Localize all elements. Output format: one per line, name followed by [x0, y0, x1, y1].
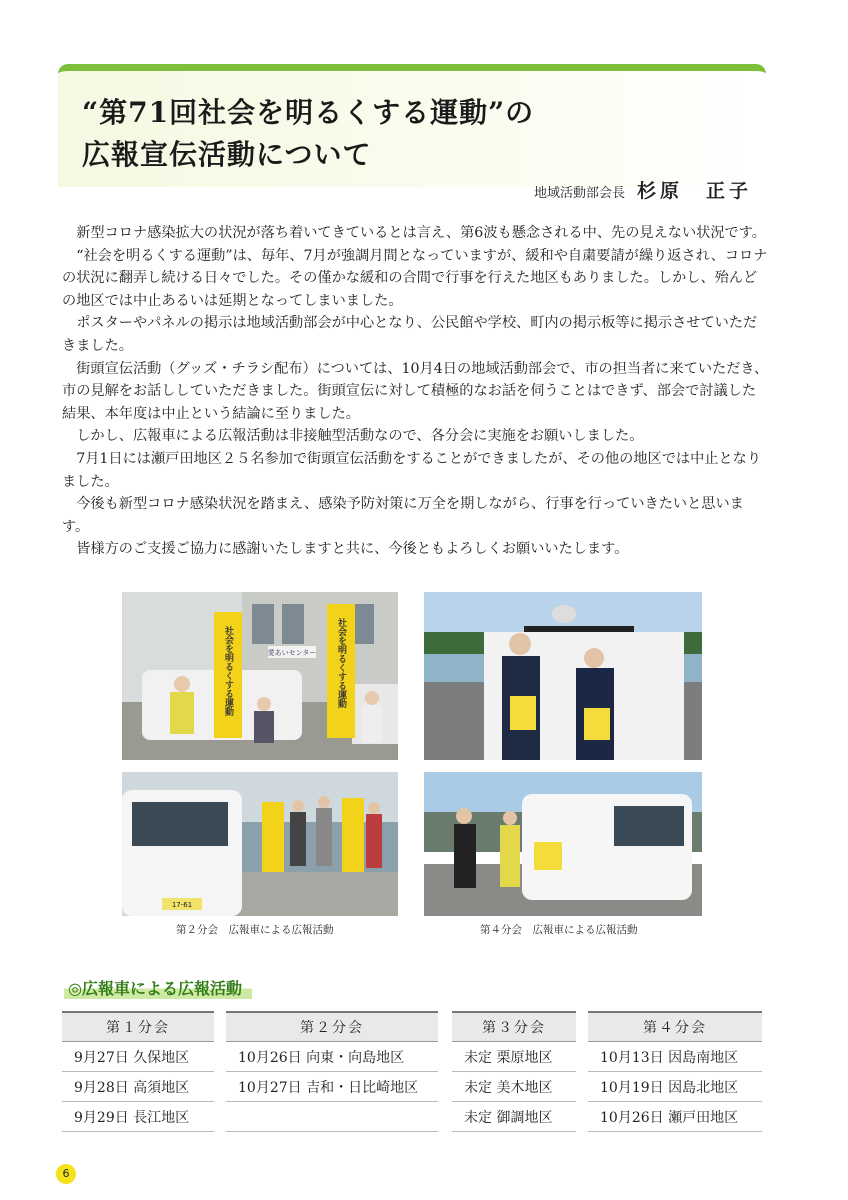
banner-text-2: 社会を明るくする運動: [336, 618, 346, 708]
author-name: 杉原 正子: [636, 180, 752, 202]
group-header: 第２分会: [226, 1012, 438, 1042]
photo-publicity-van: [122, 772, 398, 916]
paragraph: 街頭宣伝活動（グッズ・チラシ配布）については、10月4日の地域活動部会で、市の担当者に来ていただき、市の見解をお話ししていただきました。街頭宣伝に対して積極的なお話を伺うことはできず、部会で討議した結果、本年度は中止という結論に至りました。: [62, 360, 769, 422]
paragraph: 7月1日には瀬戸田地区２５名参加で街頭宣伝活動をすることができましたが、その他の地区では中止となりました。: [62, 450, 762, 490]
paragraph: ポスターやパネルの掲示は地域活動部会が中心となり、公民館や学校、町内の掲示板等に掲示させていただきました。: [62, 315, 758, 354]
schedule-cell: 未定 美木地区: [452, 1072, 576, 1102]
photo-caption-right: 第４分会 広報車による広報活動: [480, 924, 638, 936]
schedule-cell: 10月26日 向東・向島地区: [226, 1042, 438, 1072]
schedule-table-1: [62, 1011, 214, 1132]
page-number-badge: 6: [56, 1164, 76, 1184]
schedule-cell: 9月28日 高須地区: [62, 1072, 214, 1102]
schedule-cell: 未定 御調地区: [452, 1102, 576, 1132]
schedule-cell: 未定 栗原地区: [452, 1042, 576, 1072]
schedule-cell: [226, 1102, 438, 1132]
banner-text-1: 社会を明るくする運動: [223, 626, 233, 716]
schedule-table-4: [588, 1011, 762, 1132]
group-header: 第３分会: [452, 1012, 576, 1042]
author-byline: [534, 176, 752, 203]
photo-caption-left: 第２分会 広報車による広報活動: [176, 924, 334, 936]
photo-banner-group: [122, 592, 398, 760]
paragraph: しかし、広報車による広報活動は非接触型活動なので、各分会に実施をお願いしました。: [76, 428, 644, 445]
title-line-2: 広報宣伝活動について: [82, 138, 372, 171]
schedule-cell: 10月26日 瀬戸田地区: [588, 1102, 762, 1132]
photo-white-van-group: [424, 772, 702, 916]
paragraph: 新型コロナ感染拡大の状況が落ち着いてきているとは言え、第6波も懸念される中、先の見えない状況です。: [76, 225, 766, 241]
paragraph: 今後も新型コロナ感染状況を踏まえ、感染予防対策に万全を期しながら、行事を行っていきたいと思います。: [62, 496, 744, 535]
schedule-cell: 10月13日 因島南地区: [588, 1042, 762, 1072]
author-role: 地域活動部会長: [533, 186, 625, 201]
photo-two-people-leaflets: [424, 592, 702, 760]
schedule-cell: 10月27日 吉和・日比崎地区: [226, 1072, 438, 1102]
title-line-1: “第71回社会を明るくする運動”の: [82, 96, 535, 129]
article-body: [62, 222, 770, 561]
group-header: 第１分会: [62, 1012, 214, 1042]
group-header: 第４分会: [588, 1012, 762, 1042]
schedule-cell: 9月29日 長江地区: [62, 1102, 214, 1132]
article-title: [82, 92, 534, 176]
schedule-cell: 10月19日 因島北地区: [588, 1072, 762, 1102]
section-title: ◎広報車による広報活動: [64, 976, 252, 999]
paragraph: “社会を明るくする運動”は、毎年、7月が強調月間となっていますが、緩和や自粛要請が繰り返され、コロナの状況に翻弄し続ける日々でした。その僅かな緩和の合間で行事を行えた地区もありました。しかし、殆んどの地区では中止あるいは延期となってしまいました。: [62, 247, 768, 309]
license-plate-text: 17-61: [171, 901, 193, 909]
schedule-table-3: [452, 1011, 576, 1132]
center-sign-text: 愛あいセンター: [267, 649, 317, 657]
paragraph: 皆様方のご支援ご協力に感謝いたしますと共に、今後ともよろしくお願いいたします。: [76, 541, 629, 558]
schedule-cell: 9月27日 久保地区: [62, 1042, 214, 1072]
schedule-table-2: [226, 1011, 438, 1132]
